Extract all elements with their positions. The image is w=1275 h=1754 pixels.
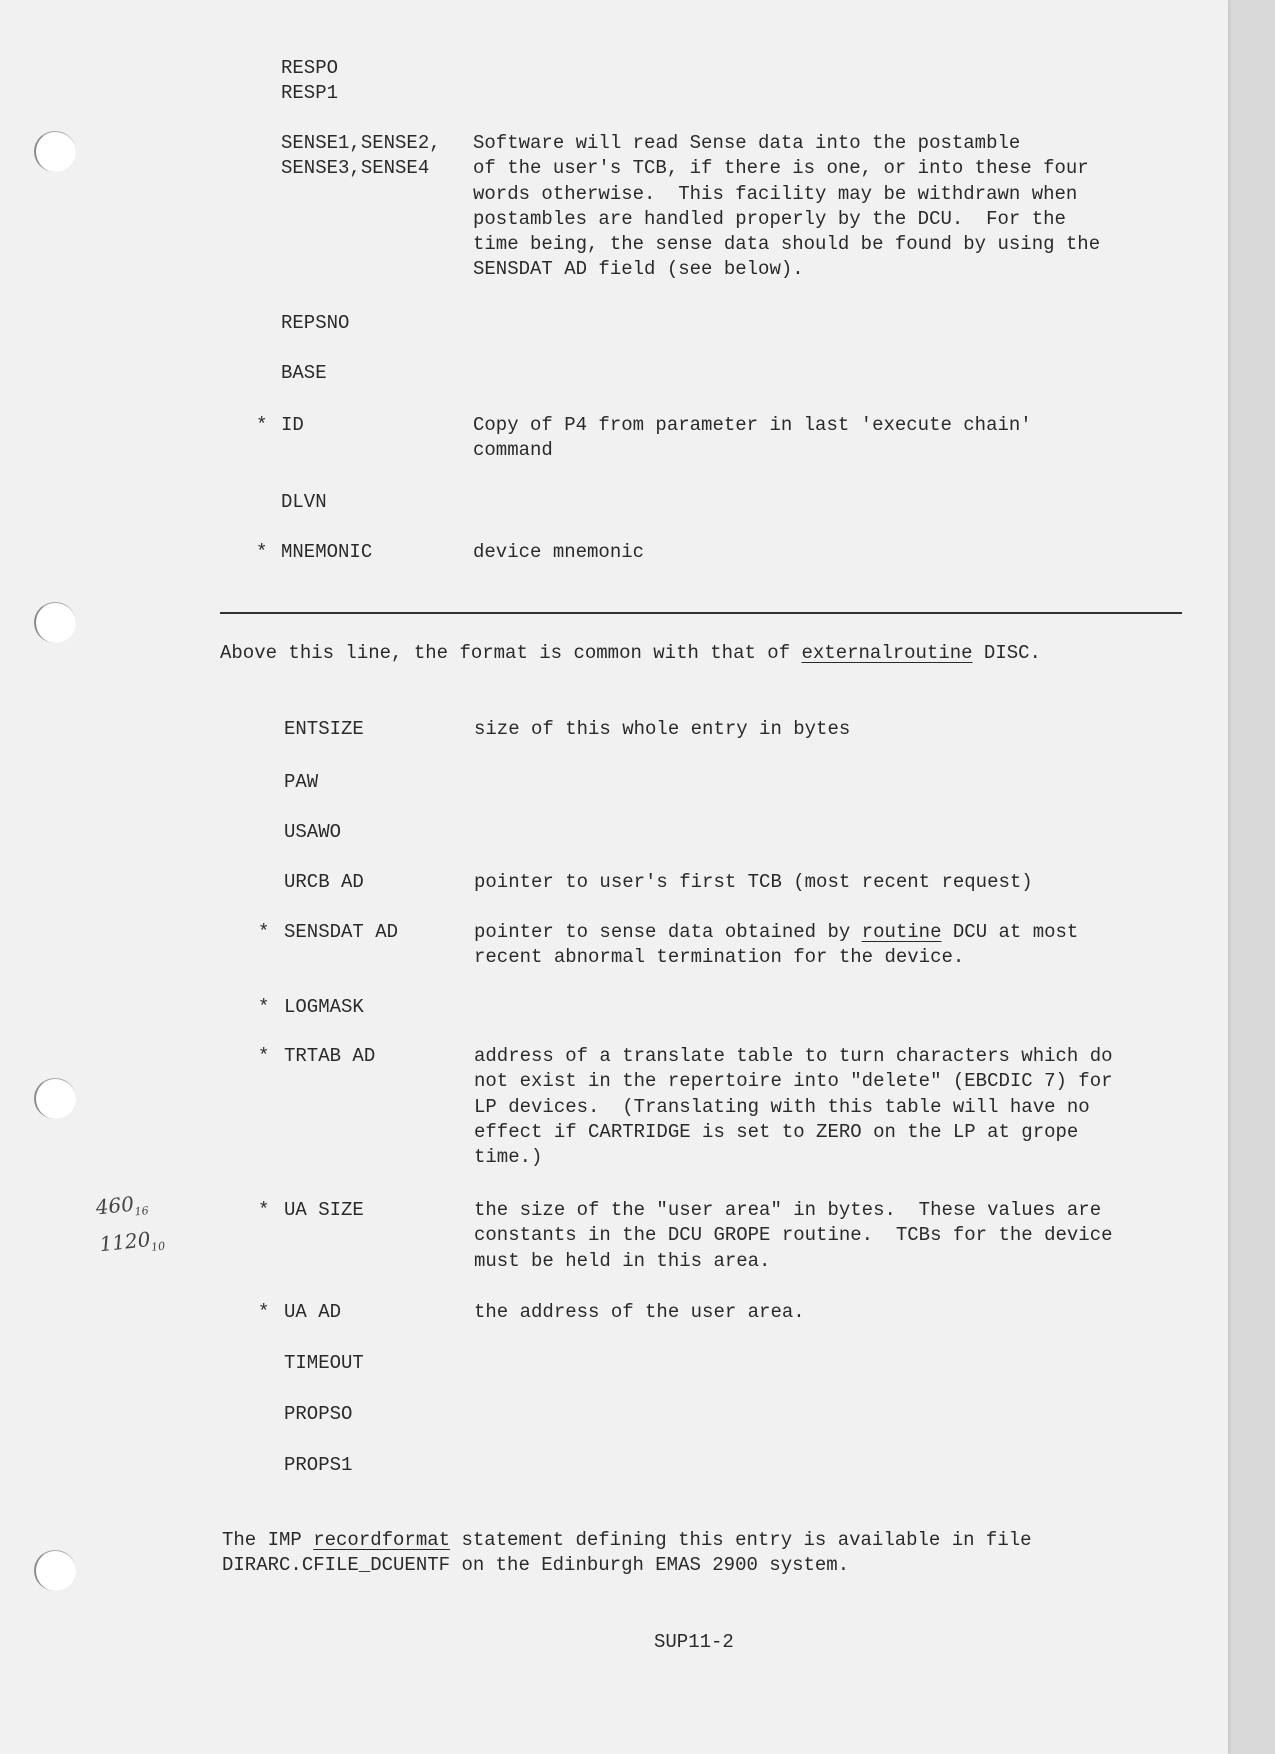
field-description: Copy of P4 from parameter in last 'execute chain' command — [473, 414, 1032, 462]
separator-note: Above this line, the format is common with that of externalroutine DISC. — [220, 642, 1041, 664]
field-name: URCB AD — [284, 871, 364, 893]
field-description: the address of the user area. — [474, 1301, 805, 1323]
punch-hole — [34, 1078, 76, 1119]
asterisk-marker: * — [258, 921, 270, 943]
field-description: size of this whole entry in bytes — [474, 718, 851, 740]
field-name: SENSDAT AD — [284, 921, 399, 943]
footer-note-line: DIRARC.CFILE_DCUENTF on the Edinburgh EMAS 2900 system. — [222, 1554, 850, 1576]
field-description: address of a translate table to turn characters which do not exist in the repertoire into "delete" (EBCDIC 7) for LP devices. (Translating with this table will have no effect if CARTRIDGE is set to ZERO on the LP at grope time.) — [474, 1045, 1113, 1169]
asterisk-marker: * — [258, 996, 270, 1018]
field-description: Software will read Sense data into the postamble of the user's TCB, if there is one, or into these four words otherwise. This facility may be withdrawn when postambles are handled properly by the DCU. For the time being, the sense data should be found by using the SENSDAT AD field (see below). — [473, 132, 1101, 281]
field-description: pointer to sense data obtained by routine DCU at most recent abnormal termination for the device. — [474, 921, 1079, 969]
field-name: RESP1 — [281, 82, 339, 104]
footer-note-line: The IMP recordformat statement defining this entry is available in file — [222, 1529, 1032, 1551]
asterisk-marker: * — [256, 414, 268, 436]
field-name: BASE — [281, 362, 327, 384]
field-description: pointer to user's first TCB (most recent request) — [474, 871, 1033, 893]
field-description: the size of the "user area" in bytes. These values are constants in the DCU GROPE routine. TCBs for the device must be held in this area. — [474, 1199, 1113, 1272]
asterisk-marker: * — [256, 541, 268, 563]
field-name: TRTAB AD — [284, 1045, 376, 1067]
asterisk-marker: * — [258, 1301, 270, 1323]
punch-hole — [34, 602, 76, 643]
field-name: SENSE1,SENSE2, SENSE3,SENSE4 — [281, 132, 441, 179]
field-name: TIMEOUT — [284, 1352, 364, 1374]
field-name: MNEMONIC — [281, 541, 373, 563]
field-name: DLVN — [281, 491, 327, 513]
field-name: RESPO — [281, 57, 339, 79]
field-name: ENTSIZE — [284, 718, 364, 740]
field-name: PROPSO — [284, 1403, 353, 1425]
asterisk-marker: * — [258, 1045, 270, 1067]
field-name: REPSNO — [281, 312, 350, 334]
punch-hole — [34, 131, 76, 172]
separator-line — [220, 612, 1182, 614]
field-name: ID — [281, 414, 304, 436]
handwritten-margin-note: $460_{16}$ $1120_{10}$ — [94, 1191, 166, 1257]
field-name: PROPS1 — [284, 1454, 353, 1476]
field-name: LOGMASK — [284, 996, 364, 1018]
page-number: SUP11-2 — [654, 1631, 734, 1653]
field-description: device mnemonic — [473, 541, 645, 563]
field-name: PAW — [284, 771, 319, 793]
field-name: UA AD — [284, 1301, 342, 1323]
asterisk-marker: * — [258, 1199, 270, 1221]
field-name: USAWO — [284, 821, 342, 843]
field-name: UA SIZE — [284, 1199, 364, 1221]
punch-hole — [34, 1550, 76, 1591]
